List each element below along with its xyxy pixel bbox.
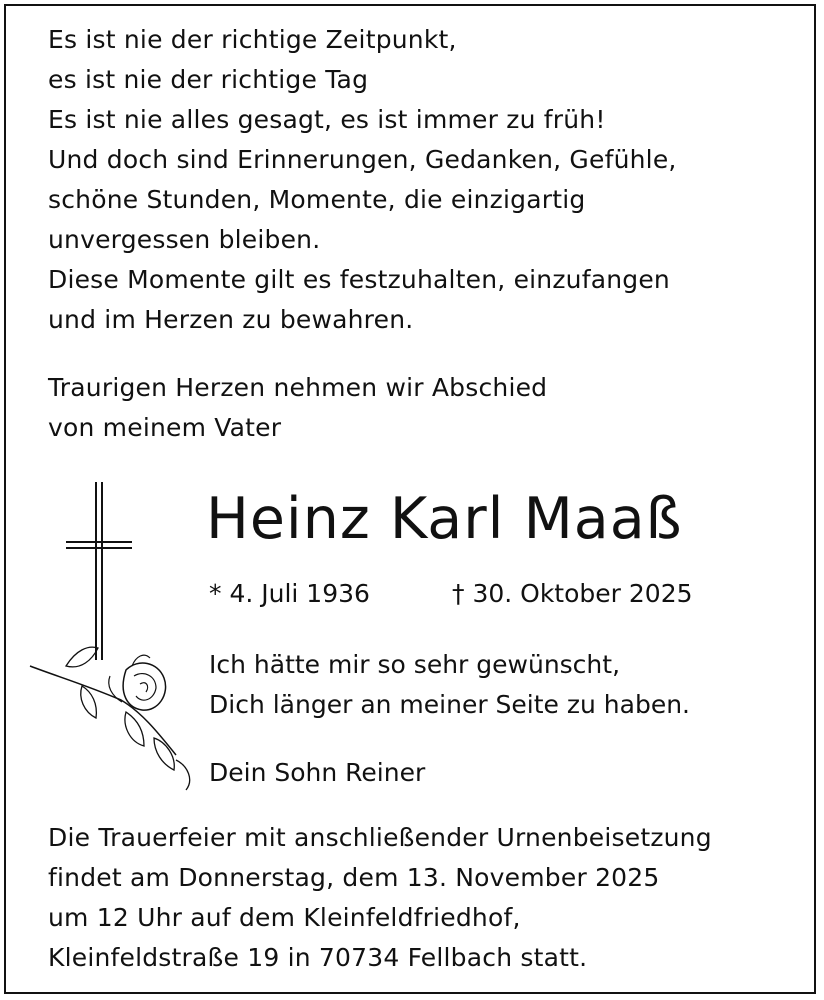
deceased-name: Heinz Karl Maaß	[206, 486, 683, 552]
funeral-line: um 12 Uhr auf dem Kleinfeldfriedhof,	[48, 903, 521, 932]
poem-line: Es ist nie alles gesagt, es ist immer zu früh!	[48, 105, 606, 134]
wish-line: Ich hätte mir so sehr gewünscht,	[209, 650, 621, 679]
poem-line: es ist nie der richtige Tag	[48, 65, 369, 94]
cross-with-rose-icon	[26, 480, 206, 800]
obituary-notice	[4, 4, 816, 994]
poem-line: Es ist nie der richtige Zeitpunkt,	[48, 25, 457, 54]
intro-line: Traurigen Herzen nehmen wir Abschied	[48, 373, 548, 402]
death-date: † 30. Oktober 2025	[452, 579, 693, 608]
intro-line: von meinem Vater	[48, 413, 282, 442]
funeral-line: findet am Donnerstag, dem 13. November 2025	[48, 863, 660, 892]
poem-line: und im Herzen zu bewahren.	[48, 305, 414, 334]
poem-line: schöne Stunden, Momente, die einzigartig	[48, 185, 586, 214]
birth-date: * 4. Juli 1936	[209, 579, 370, 608]
signature: Dein Sohn Reiner	[209, 758, 426, 787]
poem-line: Und doch sind Erinnerungen, Gedanken, Gefühle,	[48, 145, 677, 174]
wish-line: Dich länger an meiner Seite zu haben.	[209, 690, 691, 719]
poem-line: unvergessen bleiben.	[48, 225, 321, 254]
funeral-line: Kleinfeldstraße 19 in 70734 Fellbach statt.	[48, 943, 588, 972]
funeral-line: Die Trauerfeier mit anschließender Urnenbeisetzung	[48, 823, 712, 852]
poem-line: Diese Momente gilt es festzuhalten, einzufangen	[48, 265, 670, 294]
